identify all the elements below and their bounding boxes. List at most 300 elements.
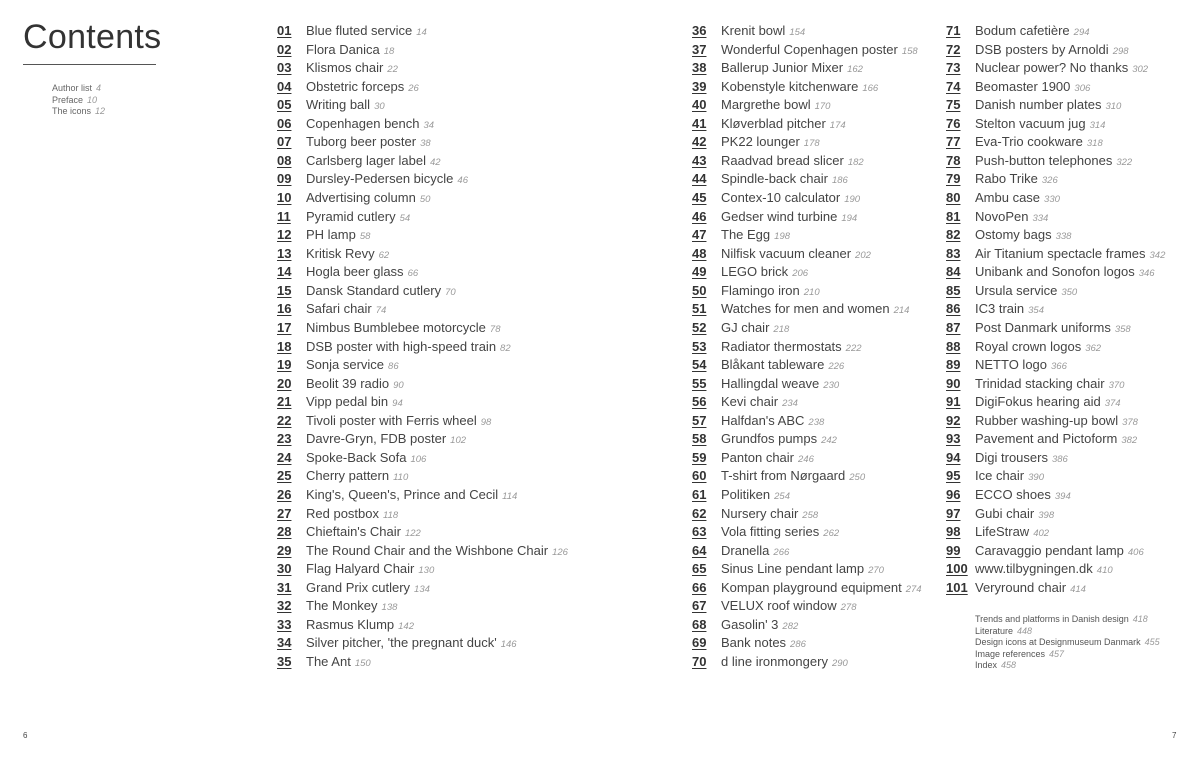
entry-title-text: Kritisk Revy (306, 245, 375, 261)
entry-title-text: LEGO brick (721, 264, 789, 280)
entry-number: 08 (277, 152, 292, 168)
entry-title (306, 561, 434, 576)
entry-page: 306 (1074, 82, 1091, 94)
entry-title-text: ECCO shoes (975, 487, 1051, 502)
entry-title (721, 264, 808, 279)
entry-title (975, 79, 1090, 94)
entry-title-text: Red postbox (306, 505, 379, 521)
entry-page: 82 (500, 342, 511, 354)
entry-number: 49 (692, 264, 707, 280)
entry-number: 79 (946, 171, 961, 187)
entry-number: 41 (692, 115, 707, 131)
entry-title-text: Cherry pattern (306, 468, 390, 484)
entry-number: 06 (277, 115, 292, 131)
entry-page: 455 (1144, 637, 1160, 647)
entry-page: 158 (901, 45, 918, 57)
entry-title-text: Ostomy bags (975, 227, 1052, 243)
entry-title-text: Flamingo iron (721, 282, 800, 298)
entry-number: 66 (692, 579, 707, 595)
entry-page: 418 (1132, 614, 1148, 624)
entry-number: 33 (277, 616, 292, 632)
entry-title (721, 283, 820, 298)
entry-title: Literature (975, 625, 1014, 636)
entry-number: 56 (692, 394, 707, 410)
entry-title-text: Nilfisk vacuum cleaner (721, 245, 852, 261)
entry-page: 178 (803, 138, 820, 150)
entry-number: 02 (277, 41, 292, 57)
entry-number: 13 (277, 245, 292, 261)
entry-title (306, 580, 430, 595)
entry-number: 22 (277, 412, 292, 428)
entry-title-text: www.tilbygningen.dk (975, 561, 1093, 577)
entry-number: 81 (946, 208, 961, 224)
entry-page: 218 (773, 323, 790, 335)
entry-number: 47 (692, 227, 707, 243)
entry-title (975, 320, 1131, 335)
entry-page: 10 (87, 94, 98, 105)
entry-page: 126 (552, 546, 568, 558)
entry-page: 42 (429, 156, 441, 168)
entry-number: 39 (692, 78, 707, 94)
entry-title: Preface (52, 94, 84, 105)
entry-title (975, 524, 1049, 539)
entry-title-text: Silver pitcher, 'the pregnant duck' (306, 635, 497, 651)
entry-title (721, 487, 790, 502)
entry-title-text: Vipp pedal bin (306, 394, 389, 410)
entry-number: 68 (692, 616, 707, 632)
entry-number: 10 (277, 190, 292, 206)
entry-page: 310 (1105, 101, 1122, 113)
entry-page: 254 (774, 491, 790, 502)
entry-title (306, 42, 394, 57)
entry-title (975, 42, 1129, 57)
entry-page: 318 (1086, 138, 1103, 150)
entry-title (306, 654, 371, 669)
entry-title-text: Tivoli poster with Ferris wheel (306, 412, 477, 428)
entry-number: 62 (692, 505, 707, 521)
entry-number: 21 (277, 394, 292, 410)
entry-title-text: Eva-Trio cookware (975, 134, 1083, 150)
entry-title (306, 339, 511, 354)
entry-title-text: Spoke-Back Sofa (306, 449, 407, 465)
entry-title-text: DSB posters by Arnoldi (975, 41, 1109, 57)
entry-page: 142 (398, 620, 414, 632)
front_matter-item[interactable] (52, 106, 105, 118)
entry-title-text: Wonderful Copenhagen poster (721, 41, 898, 57)
page-number-right: 7 (1172, 731, 1177, 740)
entry-page: 198 (774, 231, 791, 243)
entry-title (306, 543, 568, 558)
entry-page: 74 (375, 305, 387, 317)
entry-title (721, 654, 848, 669)
entry-title-text: Bodum cafetière (975, 23, 1070, 38)
entry-number: 61 (692, 487, 707, 502)
entry-page: 354 (1028, 305, 1044, 317)
entry-title (721, 339, 862, 354)
entry-title (975, 394, 1121, 409)
entry-number: 88 (946, 338, 961, 354)
entry-page: 458 (1001, 660, 1017, 670)
entry-number: 43 (692, 152, 707, 168)
entry-title (975, 283, 1077, 298)
entry-number: 16 (277, 301, 292, 317)
entry-page: 238 (808, 416, 825, 428)
entry-number: 26 (277, 487, 292, 502)
entry-title-text: Grand Prix cutlery (306, 579, 411, 595)
entry-title (306, 394, 403, 409)
entry-title-text: Royal crown logos (975, 338, 1082, 354)
entry-title-text: Rubber washing-up bowl (975, 412, 1119, 428)
entry-title-text: Raadvad bread slicer (721, 152, 844, 168)
entry-page: 398 (1038, 509, 1055, 521)
entry-page: 226 (828, 361, 845, 373)
entry-title-text: Radiator thermostats (721, 338, 842, 354)
entry-title (306, 153, 441, 168)
entry-page: 34 (423, 119, 435, 131)
entry-title-text: Beolit 39 radio (306, 375, 390, 391)
entry-title-text: Panton chair (721, 449, 794, 465)
entry-page: 410 (1096, 565, 1113, 577)
entry-number: 15 (277, 282, 292, 298)
entry-page: 457 (1049, 648, 1065, 659)
entry-title-text: Tuborg beer poster (306, 134, 417, 150)
front_matter-item[interactable] (52, 83, 105, 95)
entry-number: 07 (277, 134, 292, 150)
entry-title-text: Spindle-back chair (721, 171, 828, 187)
entry-title (721, 580, 922, 595)
entry-page: 406 (1127, 546, 1144, 558)
entry-page: 370 (1108, 379, 1125, 391)
entry-title-text: Ballerup Junior Mixer (721, 60, 844, 76)
entry-title-text: Trinidad stacking chair (975, 375, 1105, 391)
entry-title (975, 171, 1058, 186)
entry-title (975, 116, 1105, 131)
entry-title (306, 468, 408, 483)
entry-title (975, 561, 1113, 576)
entry-title (306, 116, 434, 131)
entry-page: 246 (798, 453, 814, 465)
entry-title-text: LifeStraw (975, 524, 1030, 540)
entry-number: 101 (946, 579, 968, 595)
entry-title (306, 431, 466, 446)
entry-title-text: NovoPen (975, 208, 1029, 224)
entry-number: 87 (946, 319, 961, 335)
entry-number: 69 (692, 635, 707, 651)
entry-title (975, 506, 1054, 521)
entry-number: 93 (946, 431, 961, 447)
entry-title (721, 357, 844, 372)
entry-title-text: Ursula service (975, 282, 1058, 298)
entry-title-text: Vola fitting series (721, 524, 820, 540)
entry-page: 448 (1017, 625, 1033, 636)
entry-number: 05 (277, 97, 292, 113)
entry-title (306, 506, 398, 521)
entry-number: 44 (692, 171, 707, 187)
back_matter-item[interactable] (975, 660, 1160, 672)
entry-number: 65 (692, 561, 707, 577)
entry-title (306, 209, 410, 224)
entry-number: 59 (692, 449, 707, 465)
entry-page: 402 (1033, 528, 1050, 540)
entry-title (975, 487, 1071, 502)
entry-title-text: Krenit bowl (721, 23, 786, 38)
entry-title (721, 134, 820, 149)
entry-title-text: NETTO logo (975, 357, 1048, 373)
entry-title (306, 320, 500, 335)
entry-title (721, 394, 798, 409)
entry-title-text: T-shirt from Nørgaard (721, 468, 846, 484)
entry-page: 206 (792, 268, 809, 280)
entry-page: 30 (374, 101, 385, 113)
entry-title (975, 227, 1071, 242)
entry-page: 14 (416, 27, 427, 38)
entry-title (975, 60, 1148, 75)
entry-page: 38 (420, 138, 431, 150)
entry-title (306, 301, 386, 316)
back_matter-item[interactable] (975, 626, 1160, 638)
entry-number: 97 (946, 505, 961, 521)
back-matter-list (975, 614, 1160, 672)
entry-number: 90 (946, 375, 961, 391)
entry-page: 166 (862, 82, 879, 94)
entry-number: 37 (692, 41, 707, 57)
entry-page: 102 (450, 435, 467, 447)
entry-number: 71 (946, 23, 961, 38)
entry-title-text: Beomaster 1900 (975, 78, 1071, 94)
entry-title (306, 376, 404, 391)
entry-title (721, 598, 856, 613)
entry-title-text: Davre-Gryn, FDB poster (306, 431, 447, 447)
entry-page: 414 (1070, 583, 1086, 595)
entry-title (306, 635, 517, 650)
entry-number: 35 (277, 654, 292, 670)
entry-page: 334 (1032, 212, 1049, 224)
entry-title: Image references (975, 648, 1046, 659)
entry-page: 294 (1073, 27, 1090, 38)
entry-title-text: Hallingdal weave (721, 375, 820, 391)
entry-title (306, 246, 389, 261)
entry-number: 73 (946, 60, 961, 76)
entry-number: 46 (692, 208, 707, 224)
entry-page: 366 (1051, 361, 1067, 373)
entry-page: 4 (96, 83, 102, 93)
entry-title (721, 79, 878, 94)
entry-page: 262 (823, 528, 840, 540)
entry-number: 94 (946, 449, 961, 465)
entry-page: 66 (407, 268, 419, 280)
entry-number: 04 (277, 78, 292, 94)
entry-title (721, 171, 848, 186)
entry-title (306, 23, 427, 38)
entry-number: 24 (277, 449, 292, 465)
entry-number: 25 (277, 468, 292, 484)
entry-number: 40 (692, 97, 707, 113)
entry-page: 150 (354, 658, 371, 670)
entry-page: 394 (1054, 491, 1071, 502)
entry-title (975, 357, 1067, 372)
entry-page: 266 (773, 546, 790, 558)
entry-title (975, 301, 1044, 316)
entry-page: 346 (1138, 268, 1155, 280)
entry-title-text: Kobenstyle kitchenware (721, 78, 859, 94)
entry-number: 51 (692, 301, 707, 317)
entry-number: 20 (277, 375, 292, 391)
entry-page: 46 (457, 175, 468, 187)
entry-title-text: Nuclear power? No thanks (975, 60, 1129, 76)
entry-title-text: Safari chair (306, 301, 372, 317)
entry-page: 62 (378, 249, 390, 261)
entry-number: 14 (277, 264, 292, 280)
entry-title-text: Veryround chair (975, 579, 1067, 595)
entry-title (306, 227, 370, 242)
back_matter-item[interactable] (975, 614, 1160, 626)
entry-title-text: Politiken (721, 487, 771, 502)
entry-title-text: The Egg (721, 227, 771, 243)
entry-page: 270 (868, 565, 884, 577)
entry-title: The icons (52, 106, 92, 116)
entry-page: 214 (893, 305, 910, 317)
entry-number: 84 (946, 264, 961, 280)
entry-number: 85 (946, 282, 961, 298)
entry-title (306, 357, 399, 372)
entry-title (721, 97, 830, 112)
entry-title-text: Advertising column (306, 190, 416, 206)
entry-title-text: Sonja service (306, 357, 385, 373)
entry-number: 29 (277, 542, 292, 558)
entry-page: 58 (359, 231, 371, 243)
entry-number: 34 (277, 635, 292, 651)
entry-page: 134 (414, 583, 430, 595)
entry-page: 278 (840, 602, 857, 614)
entry-title (975, 209, 1048, 224)
entry-title-text: Ambu case (975, 190, 1041, 206)
entry-title (721, 450, 814, 465)
entry-title-text: Digi trousers (975, 449, 1048, 465)
entry-page: 250 (849, 472, 866, 484)
entry-title-text: Obstetric forceps (306, 78, 405, 94)
entry-title-text: Blåkant tableware (721, 357, 825, 373)
entry-title: Author list (52, 83, 93, 93)
entry-title-text: Sinus Line pendant lamp (721, 561, 865, 577)
entry-number: 57 (692, 412, 707, 428)
entry-title (306, 617, 414, 632)
entry-title-text: The Monkey (306, 598, 378, 614)
entry-number: 19 (277, 357, 292, 373)
title-divider (23, 64, 156, 65)
entry-page: 114 (502, 491, 518, 502)
entry-title (306, 487, 517, 502)
entry-number: 82 (946, 227, 961, 243)
entry-title (975, 450, 1068, 465)
entry-title-text: Copenhagen bench (306, 115, 420, 131)
entry-page: 350 (1061, 286, 1078, 298)
entry-page: 258 (802, 509, 819, 521)
entry-number: 48 (692, 245, 707, 261)
entry-title (721, 431, 837, 446)
entry-number: 18 (277, 338, 292, 354)
entry-page: 86 (388, 361, 399, 373)
entry-page: 170 (814, 101, 831, 113)
entry-title-text: Stelton vacuum jug (975, 115, 1086, 131)
entry-title-text: Grundfos pumps (721, 431, 818, 447)
entry-title (975, 543, 1144, 558)
entry-title-text: Caravaggio pendant lamp (975, 542, 1124, 558)
entry-title-text: Push-button telephones (975, 152, 1113, 168)
entry-title-text: Watches for men and women (721, 301, 890, 317)
entry-title (721, 116, 846, 131)
entry-page: 26 (408, 82, 419, 94)
entry-title (721, 617, 798, 632)
entry-title-text: Kløverblad pitcher (721, 115, 826, 131)
entry-number: 95 (946, 468, 961, 484)
entry-page: 230 (823, 379, 840, 391)
entry-page: 382 (1121, 435, 1138, 447)
entry-title-text: Klismos chair (306, 60, 384, 76)
entry-title-text: Pyramid cutlery (306, 208, 396, 224)
entry-title (975, 468, 1044, 483)
entry-page: 234 (782, 398, 798, 410)
entry-title (721, 376, 839, 391)
entry-page: 182 (847, 156, 864, 168)
entry-title (975, 413, 1138, 428)
entry-number: 67 (692, 598, 707, 614)
entry-title (721, 468, 865, 483)
entry-title (721, 635, 806, 650)
entry-title (721, 246, 871, 261)
entry-title (306, 134, 431, 149)
entry-title-text: Kompan playground equipment (721, 579, 902, 595)
entry-title-text: Margrethe bowl (721, 97, 811, 113)
entry-page: 190 (844, 194, 861, 206)
entry-title (306, 171, 468, 186)
entry-title (975, 376, 1124, 391)
entry-title (975, 190, 1060, 205)
entry-page: 290 (831, 658, 848, 670)
entry-number: 80 (946, 190, 961, 206)
page-title: Contents (23, 18, 162, 56)
back_matter-item[interactable] (975, 649, 1160, 661)
entry-title-text: PK22 lounger (721, 134, 800, 150)
front_matter-item[interactable] (52, 95, 105, 107)
entry-title-text: DSB poster with high-speed train (306, 338, 497, 354)
entry-number: 50 (692, 282, 707, 298)
entry-title (721, 209, 857, 224)
entry-title-text: Dursley-Pedersen bicycle (306, 171, 454, 187)
entry-title-text: Nimbus Bumblebee motorcycle (306, 319, 486, 335)
back_matter-item[interactable] (975, 637, 1160, 649)
entry-page: 130 (418, 565, 435, 577)
entry-title-text: PH lamp (306, 227, 356, 243)
entry-page: 50 (419, 194, 431, 206)
entry-number: 45 (692, 190, 707, 206)
entry-title (721, 23, 805, 38)
entry-title-text: Unibank and Sonofon logos (975, 264, 1135, 280)
entry-page: 374 (1104, 398, 1121, 410)
entry-title (975, 23, 1090, 38)
entry-page: 342 (1149, 249, 1166, 261)
entry-page: 298 (1112, 45, 1129, 57)
entry-number: 76 (946, 115, 961, 131)
entry-title (721, 561, 884, 576)
entry-title (306, 598, 397, 613)
entry-page: 54 (399, 212, 411, 224)
entry-title-text: Hogla beer glass (306, 264, 404, 280)
entry-page: 194 (841, 212, 858, 224)
entry-page: 338 (1055, 231, 1072, 243)
entry-title-text: Air Titanium spectacle frames (975, 245, 1146, 261)
entry-page: 98 (480, 416, 492, 428)
entry-title-text: Danish number plates (975, 97, 1102, 113)
